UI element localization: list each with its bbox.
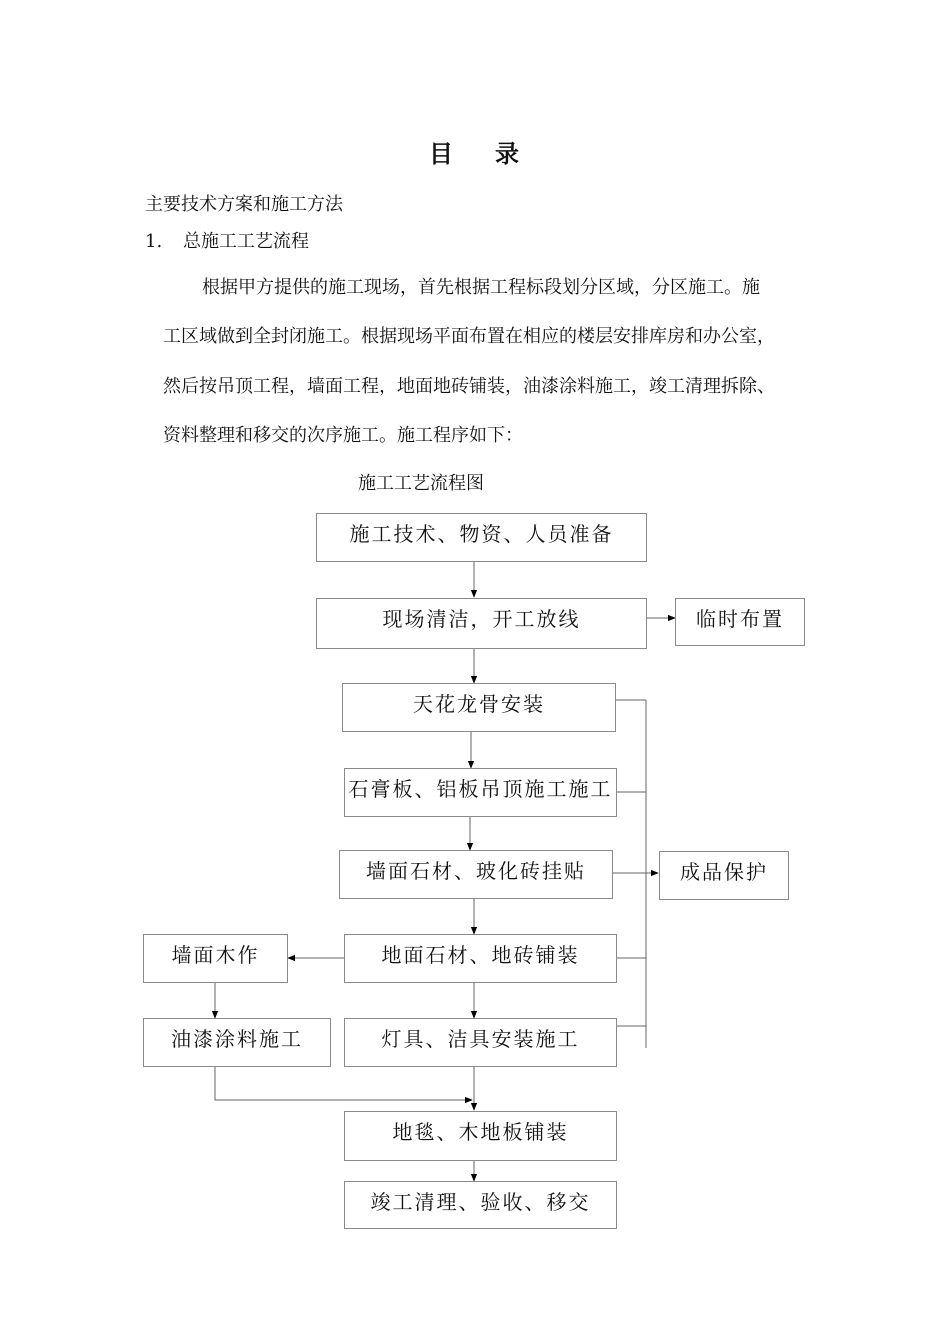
flow-box-prep: 施工技术、物资、人员准备 [316,513,647,562]
paragraph-line-2: 工区域做到全封闭施工。根据现场平面布置在相应的楼层安排库房和办公室， [163,326,775,347]
flow-box-final: 竣工清理、验收、移交 [344,1181,617,1229]
paragraph-line-4: 资料整理和移交的次序施工。施工程序如下： [163,425,523,446]
paragraph-line-3: 然后按吊顶工程，墙面工程，地面地砖铺装，油漆涂料施工，竣工清理拆除、 [163,376,775,397]
section-title: 总施工工艺流程 [183,231,309,252]
flow-box-temp: 临时布置 [675,598,805,646]
flow-box-wall-wood: 墙面木作 [143,934,288,983]
flow-box-fixtures: 灯具、洁具安装施工 [344,1018,617,1067]
flow-box-ceiling-frame: 天花龙骨安装 [342,683,616,732]
flow-box-protect: 成品保护 [659,851,789,900]
flow-box-wall-stone: 墙面石材、玻化砖挂贴 [339,850,613,899]
title-char-2: 录 [495,139,521,168]
flow-box-paint: 油漆涂料施工 [143,1018,331,1067]
flow-caption: 施工工艺流程图 [358,473,484,494]
flow-box-ceiling-board: 石膏板、铝板吊顶施工施工 [344,768,617,817]
title-char-1: 目 [429,139,455,168]
flow-box-floor-stone: 地面石材、地砖铺装 [344,934,617,983]
section-number: 1. [145,231,163,252]
paragraph-line-1: 根据甲方提供的施工现场，首先根据工程标段划分区域，分区施工。施 [202,277,760,298]
arrow-paint-to-carpet [215,1066,472,1100]
flow-box-site: 现场清洁，开工放线 [316,598,647,649]
section-heading: 主要技术方案和施工方法 [145,194,343,215]
flow-box-carpet: 地毯、木地板铺装 [344,1111,617,1161]
